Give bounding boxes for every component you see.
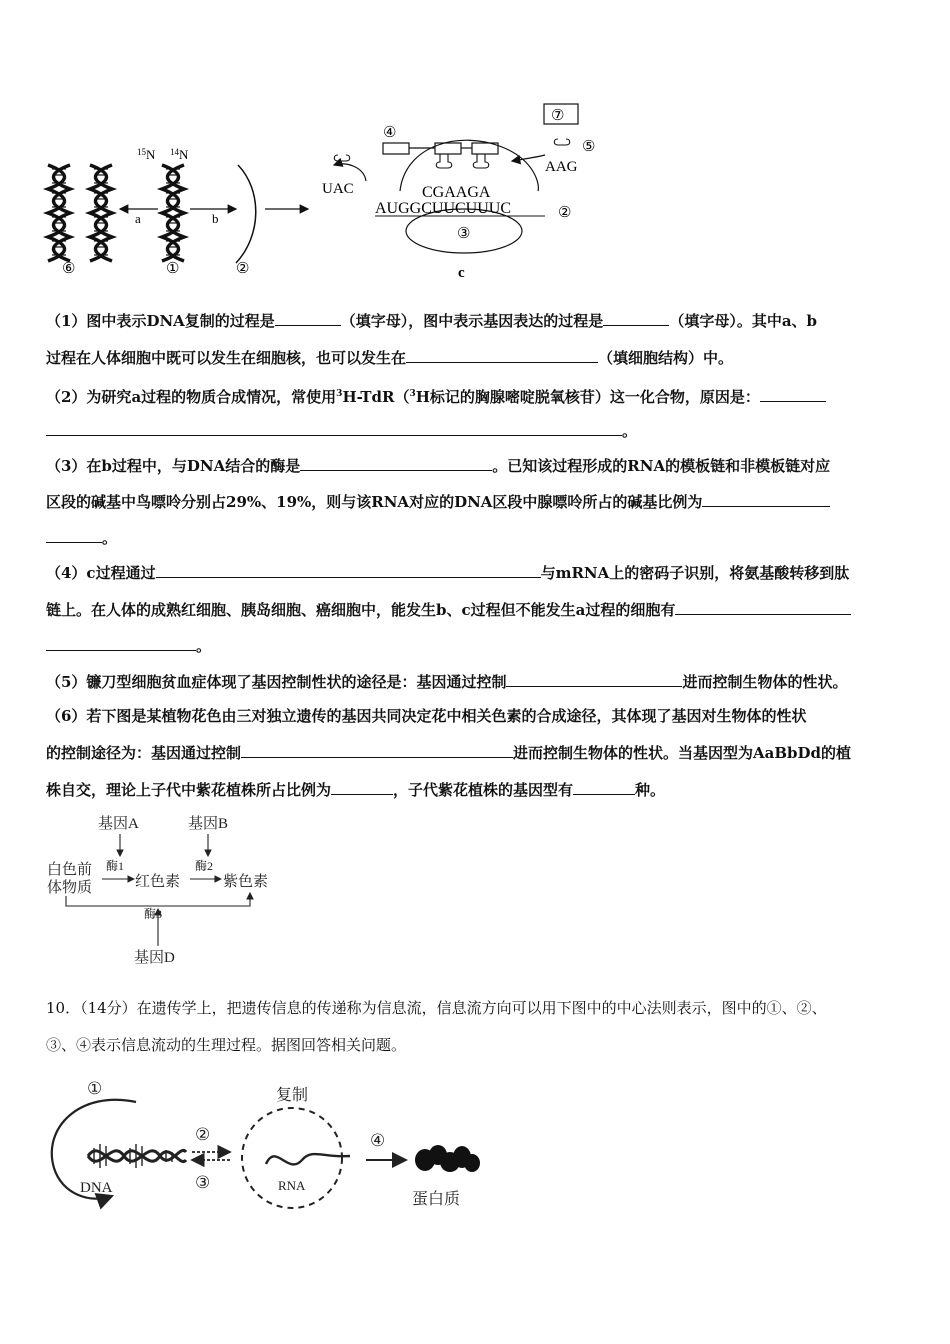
blank-q6-2[interactable]: [331, 780, 393, 795]
q3-line2: 区段的碱基中鸟嘌呤分别占29%、19%，则与该RNA对应的DNA区段中腺嘌呤所占的碱基比例为: [46, 492, 830, 512]
label-circle-2b: ②: [558, 205, 572, 221]
blank-q3-2[interactable]: [702, 492, 830, 507]
label-n14: $^{14}$N: [170, 147, 189, 162]
label-circle-1: ①: [166, 261, 180, 277]
blank-q3-1[interactable]: [300, 456, 492, 471]
red-pigment-label: 红色素: [135, 874, 181, 890]
label-circle-4: ④: [383, 125, 397, 141]
q3-line3: 。: [46, 528, 117, 548]
q6-line1: （6）若下图是某植物花色由三对独立遗传的基因共同决定花中相关色素的合成途径，其体现了基因对生物体的性状: [46, 707, 807, 725]
label-n15: $^{15}$N: [137, 147, 156, 162]
q2-line1: （2）为研究a过程的物质合成情况，常使用$^3$H-TdR（$^3$H标记的胸腺嘧啶脱氧核苷）这一化合物，原因是：: [46, 384, 826, 407]
blank-q3-3[interactable]: [46, 528, 102, 543]
q1-line2: 过程在人体细胞中既可以发生在细胞核，也可以发生在 （填细胞结构）中。: [46, 349, 734, 367]
label-circle-6: ⑥: [62, 261, 76, 277]
q1-line1: （1）图中表示DNA复制的过程是 （填字母），图中表示基因表达的过程是 （填字母）。其中a、b: [46, 312, 818, 330]
label-b: b: [212, 211, 219, 226]
blank-q5-1[interactable]: [506, 672, 682, 687]
circle-3-label: ③: [195, 1173, 211, 1192]
rna-replication-cycle: [242, 1108, 342, 1208]
label-circle-5: ⑤: [582, 139, 596, 155]
dna-replication-expression-figure: [40, 95, 620, 285]
label-circle-7: ⑦: [551, 108, 565, 124]
blank-q1-1[interactable]: [275, 311, 341, 326]
blank-q4-1[interactable]: [156, 563, 541, 578]
blank-q1-3[interactable]: [406, 348, 598, 363]
helix-1: [162, 165, 184, 261]
white-precursor-line1: 白色前: [47, 862, 93, 878]
replication-label: 复制: [276, 1087, 309, 1104]
q2-line2: 。: [46, 421, 637, 441]
label-cgaaga: CGAAGA: [422, 184, 491, 201]
mrna-strand: [236, 165, 256, 263]
label-circle-2a: ②: [236, 261, 250, 277]
blank-q2-1[interactable]: [760, 387, 826, 402]
dna-helix: [88, 1144, 186, 1168]
label-circle-3: ③: [457, 226, 471, 242]
label-uac: UAC: [322, 181, 354, 197]
trna-enter-arrow: [512, 155, 545, 161]
q6-line2: 的控制途径为：基因通过控制 进而控制生物体的性状。当基因型为AaBbDd的植: [46, 744, 852, 762]
amino-acid-box: [383, 143, 409, 154]
q3-line1: （3）在b过程中，与DNA结合的酶是 。已知该过程形成的RNA的模板链和非模板链对应: [46, 457, 831, 475]
q6-line3: 株自交，理论上子代中紫花植株所占比例为 ，子代紫花植株的基因型有 种。: [46, 781, 666, 799]
white-precursor-line2: 体物质: [47, 880, 93, 896]
circle-1-label: ①: [87, 1079, 103, 1098]
blank-q6-1[interactable]: [241, 743, 513, 758]
q10-line2: ③、④表示信息流动的生理过程。据图回答相关问题。: [46, 1036, 407, 1054]
enzyme-3-label: 酶3: [144, 907, 163, 921]
rna-strand: [266, 1154, 350, 1164]
blank-q2-2[interactable]: [46, 421, 622, 436]
q4-line2: 链上。在人体的成熟红细胞、胰岛细胞、癌细胞中，能发生b、c过程但不能发生a过程的细胞有: [46, 600, 851, 620]
protein-label: 蛋白质: [412, 1191, 461, 1208]
central-dogma-figure: [40, 1068, 500, 1218]
gene-b-label: 基因B: [188, 816, 229, 832]
helix-6b: [90, 165, 112, 261]
rna-label: RNA: [278, 1178, 306, 1193]
label-mrna-seq: AUGGCUUCUUUC: [375, 200, 512, 217]
label-a: a: [135, 211, 141, 226]
helix-6a: [48, 165, 70, 261]
blank-q1-2[interactable]: [603, 311, 669, 326]
enzyme-1-label: 酶1: [106, 859, 125, 873]
circle-2-label: ②: [195, 1125, 211, 1144]
gene-d-label: 基因D: [134, 950, 175, 966]
enzyme-2-label: 酶2: [195, 859, 214, 873]
gene-a-label: 基因A: [98, 816, 139, 832]
blank-q4-2[interactable]: [675, 600, 851, 615]
flower-color-pathway-figure: [40, 808, 300, 970]
q4-line3: 。: [46, 636, 211, 656]
label-aag: AAG: [545, 159, 578, 175]
circle-4-label: ④: [370, 1131, 386, 1150]
q10-line1: 10．（14分）在遗传学上，把遗传信息的传递称为信息流，信息流方向可以用下图中的中心法则表示，图中的①、②、: [46, 999, 827, 1017]
label-c: c: [458, 265, 465, 281]
blank-q4-3[interactable]: [46, 636, 196, 651]
q5-line1: （5）镰刀型细胞贫血症体现了基因控制性状的途径是：基因通过控制 进而控制生物体的性状。: [46, 673, 848, 691]
protein-blob: [415, 1145, 480, 1172]
dna-label: DNA: [80, 1180, 113, 1196]
q4-line1: （4）c过程通过 与mRNA上的密码子识别，将氨基酸转移到肽: [46, 564, 850, 582]
blank-q6-3[interactable]: [573, 780, 635, 795]
purple-pigment-label: 紫色素: [223, 874, 269, 890]
